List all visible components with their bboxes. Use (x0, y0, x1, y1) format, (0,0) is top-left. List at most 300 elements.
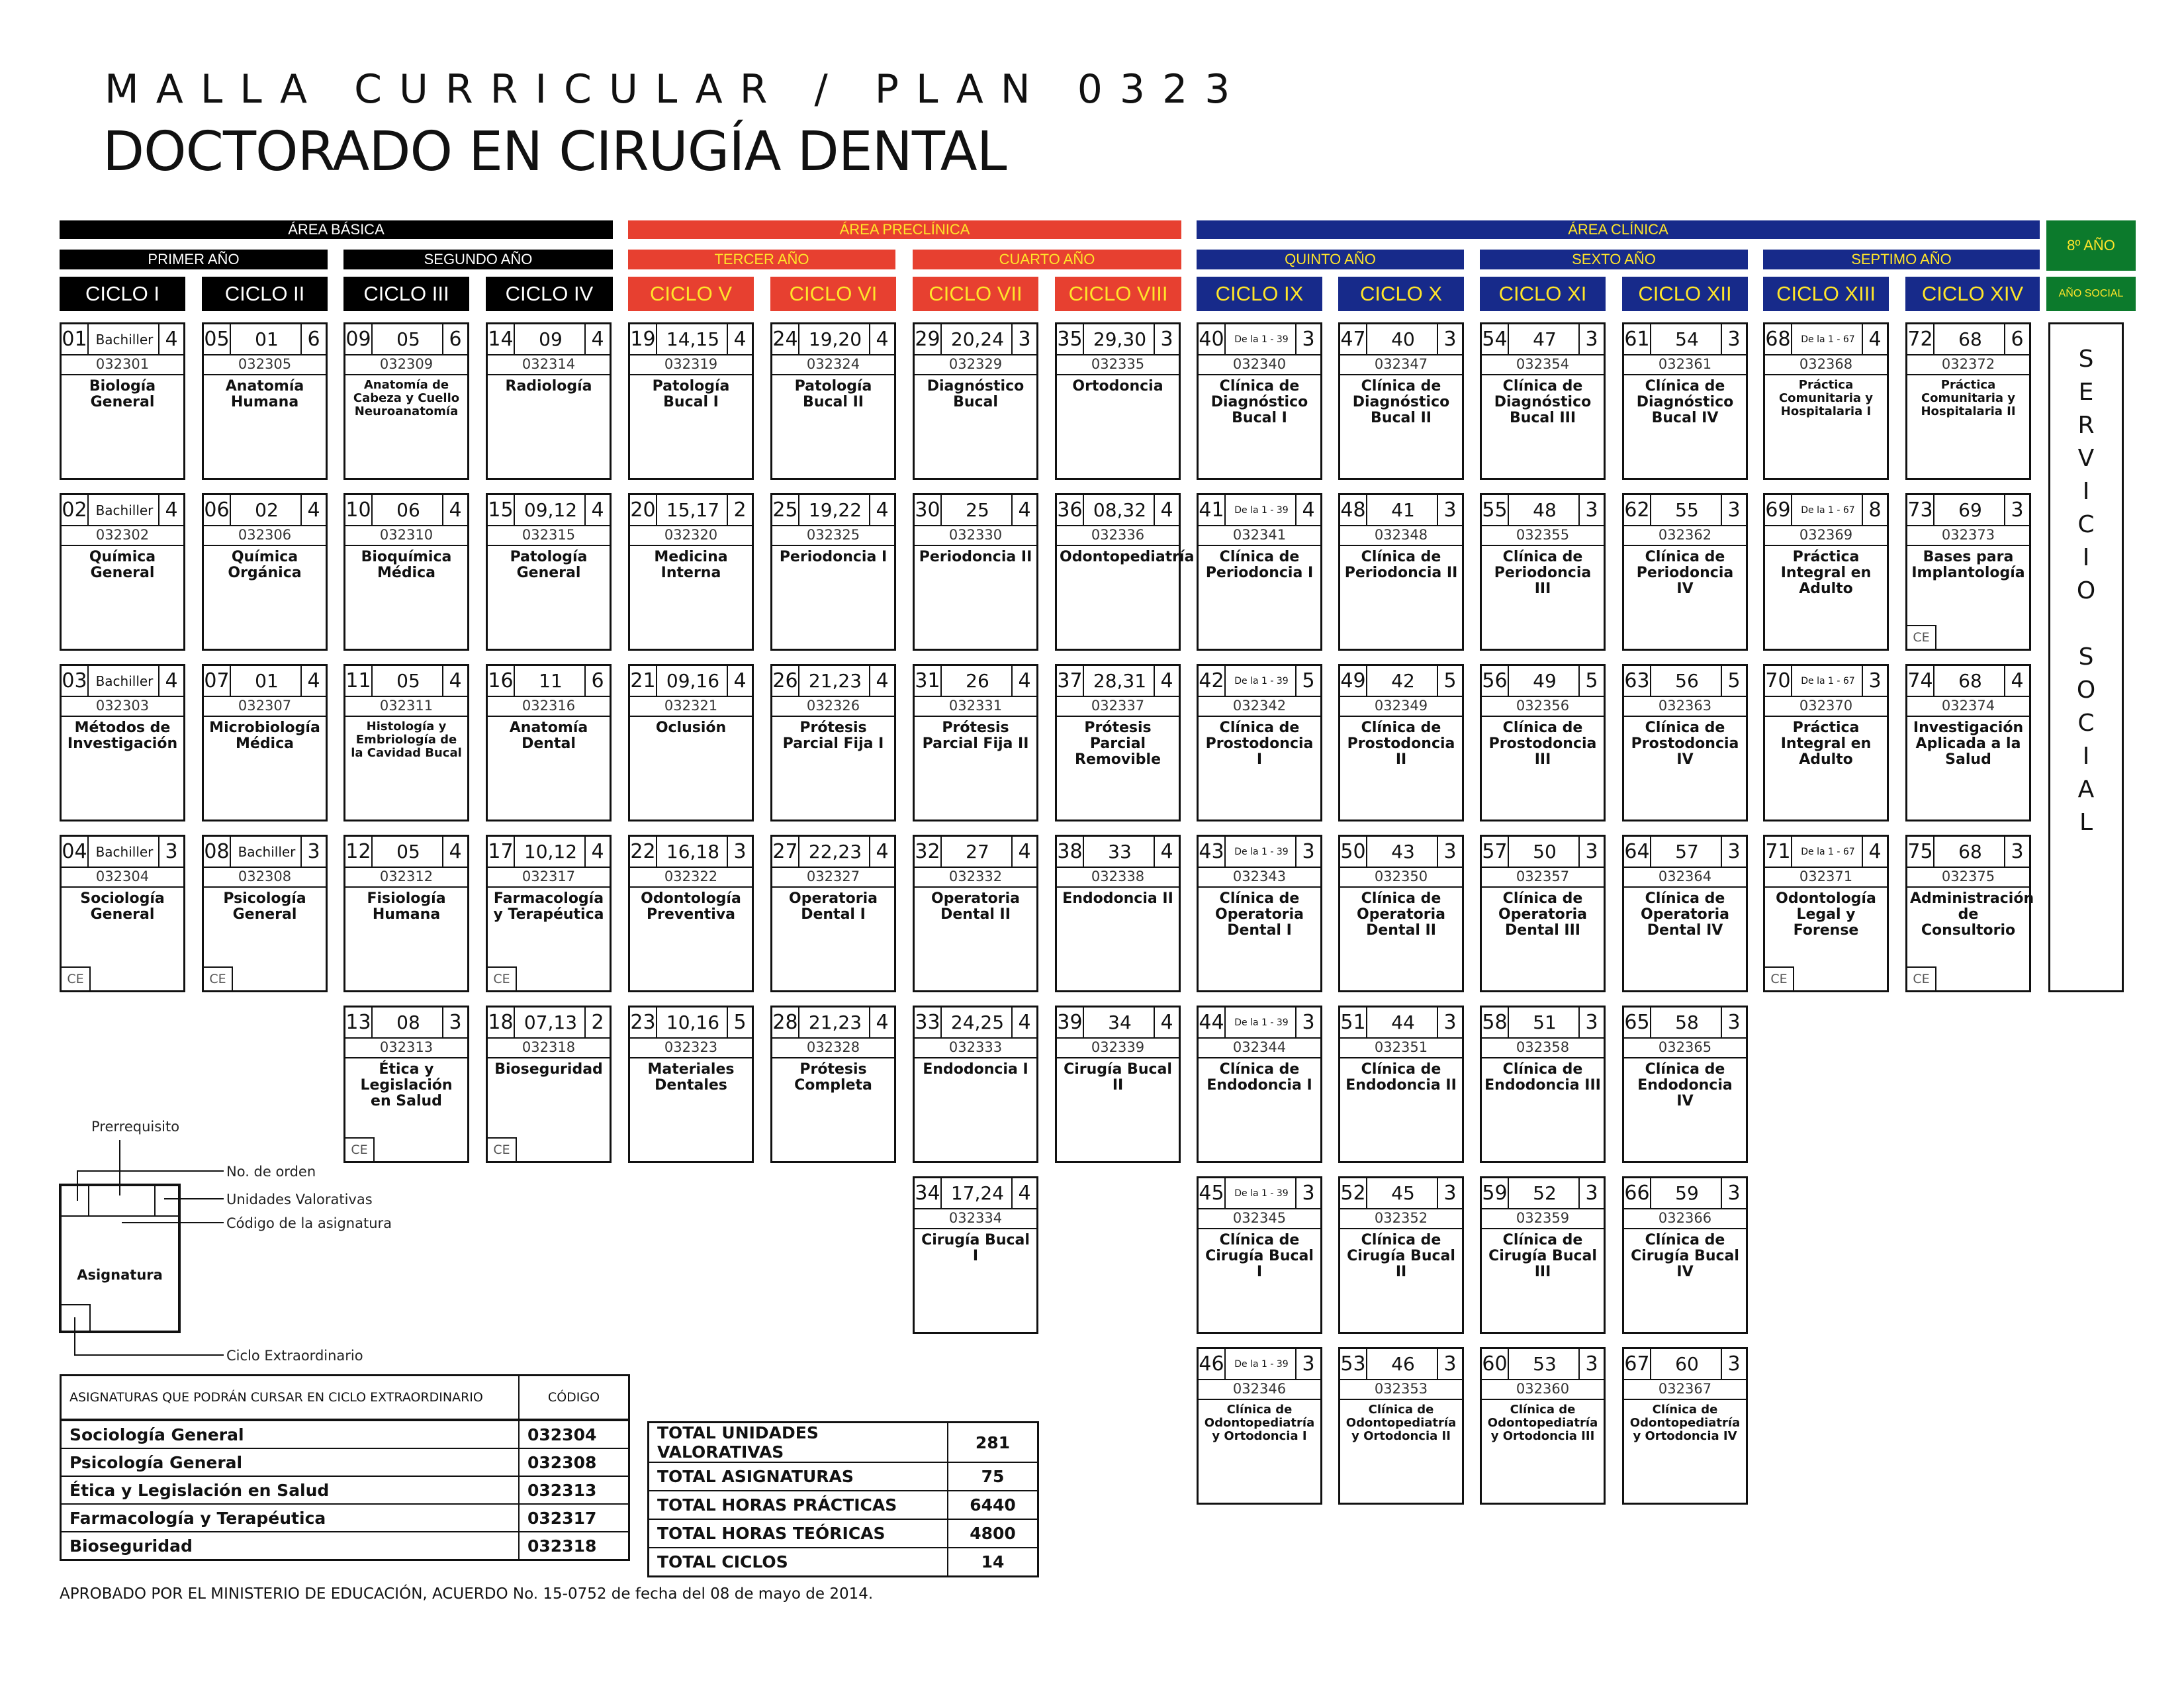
course-card (1055, 835, 1181, 992)
course-card (1480, 664, 1606, 821)
course-card (1622, 835, 1748, 992)
course-card (913, 493, 1038, 651)
course-units: 4 (869, 324, 894, 354)
course-code: 032341 (1199, 525, 1320, 546)
course-card (1622, 1176, 1748, 1334)
course-card (1480, 1006, 1606, 1163)
social-letter: O (2076, 577, 2096, 604)
course-units: 3 (1578, 324, 1604, 354)
course-prerequisite: 21,23 (808, 670, 862, 692)
course-units: 5 (1295, 666, 1320, 696)
course-card (1480, 1347, 1606, 1505)
course-card (1905, 322, 2031, 480)
course-code: 032350 (1340, 867, 1462, 888)
course-units: 3 (1721, 1178, 1746, 1208)
area-clinica: ÁREA CLÍNICA (1197, 220, 2040, 239)
course-order-number: 40 (1199, 324, 1226, 354)
course-units: 3 (1437, 1008, 1462, 1037)
course-units: 3 (1295, 837, 1320, 867)
course-code: 032366 (1624, 1208, 1746, 1229)
course-order-number: 47 (1340, 324, 1367, 354)
course-card (486, 835, 612, 992)
course-order-number: 61 (1624, 324, 1651, 354)
course-code: 032351 (1340, 1037, 1462, 1058)
course-order-number: 37 (1057, 666, 1084, 696)
course-name: Endodoncia I (923, 1061, 1028, 1078)
course-card (1622, 493, 1748, 651)
course-units: 8 (1862, 495, 1887, 525)
course-order-number: 56 (1482, 666, 1509, 696)
course-order-number: 55 (1482, 495, 1509, 525)
course-card (1338, 664, 1464, 821)
course-name: Práctica Integral en Adulto (1780, 720, 1872, 768)
course-card (1197, 322, 1322, 480)
course-units: 3 (1437, 1349, 1462, 1379)
course-card (770, 664, 896, 821)
course-card (1480, 1176, 1606, 1334)
course-name: Química General (89, 549, 156, 581)
course-card (1622, 1006, 1748, 1163)
course-code: 032302 (62, 525, 183, 546)
servicio-social-box (2048, 322, 2124, 992)
course-prerequisite: 58 (1675, 1011, 1699, 1033)
course-prerequisite: 53 (1533, 1353, 1557, 1375)
course-prerequisite: 49 (1533, 670, 1557, 692)
course-units: 3 (1721, 1008, 1746, 1037)
course-card (1338, 1176, 1464, 1334)
ce-badge: CE (488, 966, 517, 990)
table-row (61, 1420, 629, 1448)
course-order-number: 51 (1340, 1008, 1367, 1037)
course-order-number: 44 (1199, 1008, 1226, 1037)
cycle-8: CICLO VIII (1055, 277, 1181, 311)
course-units: 3 (1437, 324, 1462, 354)
course-order-number: 10 (345, 495, 373, 525)
course-code: 032332 (915, 867, 1036, 888)
course-prerequisite: 68 (1958, 328, 1982, 350)
course-code: 032324 (772, 354, 894, 375)
course-prerequisite: 25 (966, 499, 989, 521)
course-name: Bases para Implantología (1911, 549, 2025, 581)
course-prerequisite: 69 (1958, 499, 1982, 521)
course-order-number: 36 (1057, 495, 1084, 525)
course-prerequisite: 48 (1533, 499, 1557, 521)
course-prerequisite: 15,17 (666, 499, 720, 521)
course-code: 032311 (345, 696, 467, 717)
course-code: 032373 (1907, 525, 2029, 546)
course-card (1055, 493, 1195, 651)
ce-subject: Bioseguridad (61, 1532, 520, 1560)
course-prerequisite: 41 (1391, 499, 1415, 521)
course-prerequisite: 47 (1533, 328, 1557, 350)
course-card (486, 664, 612, 821)
course-card (628, 835, 754, 992)
course-prerequisite: De la 1 - 39 (1234, 675, 1289, 686)
course-prerequisite: 46 (1391, 1353, 1415, 1375)
course-code: 032313 (345, 1037, 467, 1058)
course-code: 032336 (1057, 525, 1179, 546)
course-prerequisite: 01 (255, 328, 279, 350)
course-name: Oclusión (655, 720, 727, 736)
program-title: DOCTORADO EN CIRUGÍA DENTAL (103, 120, 1007, 183)
course-card (1905, 835, 2034, 992)
course-name: Ética y Legislación en Salud (360, 1061, 453, 1109)
course-card (770, 322, 896, 480)
course-card (1622, 664, 1748, 821)
course-prerequisite: 55 (1675, 499, 1699, 521)
course-card (1480, 835, 1606, 992)
course-card (343, 1006, 469, 1163)
course-name: Clínica de Diagnóstico Bucal II (1352, 378, 1450, 426)
ce-table (60, 1374, 630, 1561)
course-order-number: 49 (1340, 666, 1367, 696)
course-name: Clínica de Endodoncia III (1484, 1061, 1601, 1094)
course-prerequisite: 45 (1391, 1182, 1415, 1204)
total-label: TOTAL HORAS TEÓRICAS (649, 1519, 948, 1548)
course-prerequisite: 34 (1108, 1011, 1132, 1033)
course-name: Diagnóstico Bucal (927, 378, 1024, 410)
course-code: 032353 (1340, 1379, 1462, 1400)
course-units: 3 (1295, 1178, 1320, 1208)
course-prerequisite: De la 1 - 39 (1234, 334, 1289, 345)
cycle-4: CICLO IV (486, 277, 613, 311)
course-prerequisite: 59 (1675, 1182, 1699, 1204)
course-prerequisite: 11 (539, 670, 563, 692)
course-name: Prótesis Parcial Fija I (782, 720, 884, 752)
cycle-5: CICLO V (628, 277, 754, 311)
course-prerequisite: Bachiller (95, 673, 154, 689)
course-card (1338, 1006, 1464, 1163)
course-units: 4 (1011, 1178, 1036, 1208)
course-name: Clínica de Prostodoncia I (1205, 720, 1314, 768)
course-card (343, 664, 469, 821)
course-units: 2 (584, 1008, 610, 1037)
social-letter: C (2077, 710, 2095, 737)
course-name: Práctica Comunitaria y Hospitalaria I (1778, 378, 1874, 418)
course-name: Bioquímica Médica (361, 549, 452, 581)
course-order-number: 16 (488, 666, 515, 696)
course-name: Biología General (89, 378, 156, 410)
course-units: 4 (869, 837, 894, 867)
course-order-number: 20 (630, 495, 657, 525)
course-units: 4 (442, 666, 467, 696)
course-order-number: 19 (630, 324, 657, 354)
course-prerequisite: De la 1 - 39 (1234, 1017, 1289, 1028)
course-order-number: 24 (772, 324, 799, 354)
course-order-number: 65 (1624, 1008, 1651, 1037)
legend-unidades: Unidades Valorativas (226, 1192, 373, 1207)
course-code: 032358 (1482, 1037, 1604, 1058)
course-order-number: 08 (204, 837, 231, 867)
course-card (1480, 493, 1606, 651)
course-units: 4 (1862, 837, 1887, 867)
ce-code: 032318 (519, 1532, 629, 1560)
course-units: 5 (1721, 666, 1746, 696)
course-units: 3 (1721, 495, 1746, 525)
course-order-number: 63 (1624, 666, 1651, 696)
course-units: 5 (1578, 666, 1604, 696)
course-name: Administración de Consultorio (1910, 890, 2034, 939)
course-card (1763, 664, 1889, 821)
social-letter: I (2082, 544, 2090, 571)
course-units: 4 (442, 495, 467, 525)
course-units: 3 (2004, 837, 2029, 867)
total-value: 281 (948, 1423, 1038, 1463)
course-code: 032363 (1624, 696, 1746, 717)
course-code: 032329 (915, 354, 1036, 375)
course-code: 032337 (1057, 696, 1179, 717)
course-name: Ortodoncia (1072, 378, 1163, 395)
course-order-number: 50 (1340, 837, 1367, 867)
course-units: 3 (1437, 1178, 1462, 1208)
course-order-number: 39 (1057, 1008, 1084, 1037)
course-card (486, 493, 612, 651)
plan-title: MALLA CURRICULAR / PLAN 0323 (105, 66, 1248, 113)
course-code: 032352 (1340, 1208, 1462, 1229)
course-order-number: 42 (1199, 666, 1226, 696)
course-order-number: 03 (62, 666, 89, 696)
course-order-number: 53 (1340, 1349, 1367, 1379)
course-prerequisite: 09,16 (666, 670, 720, 692)
course-prerequisite: 40 (1391, 328, 1415, 350)
course-order-number: 27 (772, 837, 799, 867)
course-card (343, 322, 469, 480)
course-order-number: 70 (1765, 666, 1792, 696)
course-name: Clínica de Endodoncia I (1206, 1061, 1312, 1094)
course-code: 032315 (488, 525, 610, 546)
total-value: 4800 (948, 1519, 1038, 1548)
cycle-6: CICLO VI (770, 277, 896, 311)
course-order-number: 67 (1624, 1349, 1651, 1379)
course-order-number: 45 (1199, 1178, 1226, 1208)
course-order-number: 54 (1482, 324, 1509, 354)
course-code: 032361 (1624, 354, 1746, 375)
cycle-13: CICLO XIII (1763, 277, 1889, 311)
course-code: 032330 (915, 525, 1036, 546)
course-card (1763, 835, 1889, 992)
legend-card (59, 1184, 181, 1333)
course-code: 032318 (488, 1037, 610, 1058)
course-name: Patología General (510, 549, 588, 581)
table-row (649, 1519, 1038, 1548)
year-7: SEPTIMO AÑO (1763, 250, 2040, 269)
area-basica: ÁREA BÁSICA (60, 220, 613, 239)
ce-table-header-subject: ASIGNATURAS QUE PODRÁN CURSAR EN CICLO EXTRAORDINARIO (61, 1376, 520, 1421)
ce-badge: CE (1907, 625, 1936, 649)
year-2: SEGUNDO AÑO (343, 250, 613, 269)
course-units: 4 (1011, 1008, 1036, 1037)
course-code: 032303 (62, 696, 183, 717)
course-units: 4 (158, 324, 183, 354)
total-value: 14 (948, 1548, 1038, 1577)
ce-table-header-code: CÓDIGO (519, 1376, 629, 1421)
course-code: 032310 (345, 525, 467, 546)
course-code: 032306 (204, 525, 326, 546)
course-card (486, 1006, 612, 1163)
course-code: 032322 (630, 867, 752, 888)
course-units: 4 (1154, 1008, 1179, 1037)
course-card (1338, 322, 1464, 480)
course-code: 032327 (772, 867, 894, 888)
course-card (1480, 322, 1606, 480)
course-name: Bioseguridad (494, 1061, 603, 1078)
course-name: Operatoria Dental II (931, 890, 1020, 923)
course-prerequisite: De la 1 - 39 (1234, 504, 1289, 516)
course-units: 4 (1011, 495, 1036, 525)
course-name: Clínica de Cirugía Bucal III (1488, 1232, 1597, 1280)
course-card (770, 493, 896, 651)
course-prerequisite: 22,23 (808, 841, 862, 863)
course-code: 032368 (1765, 354, 1887, 375)
course-order-number: 25 (772, 495, 799, 525)
course-units: 2 (727, 495, 752, 525)
course-name: Clínica de Operatoria Dental IV (1641, 890, 1729, 939)
course-prerequisite: 56 (1675, 670, 1699, 692)
course-code: 032360 (1482, 1379, 1604, 1400)
course-prerequisite: 10,12 (523, 841, 578, 863)
course-code: 032320 (630, 525, 752, 546)
course-prerequisite: 26 (966, 670, 989, 692)
course-order-number: 69 (1765, 495, 1792, 525)
course-order-number: 48 (1340, 495, 1367, 525)
course-code: 032305 (204, 354, 326, 375)
ce-badge: CE (62, 966, 91, 990)
course-units: 4 (300, 666, 326, 696)
course-code: 032307 (204, 696, 326, 717)
course-card (1197, 835, 1322, 992)
course-name: Odontología Preventiva (641, 890, 741, 923)
course-code: 032316 (488, 696, 610, 717)
course-units: 6 (300, 324, 326, 354)
course-units: 3 (1295, 1008, 1320, 1037)
course-units: 4 (584, 495, 610, 525)
course-code: 032312 (345, 867, 467, 888)
legend-codigo: Código de la asignatura (226, 1215, 392, 1231)
course-card (60, 493, 185, 651)
course-card (770, 1006, 896, 1163)
course-code: 032345 (1199, 1208, 1320, 1229)
course-order-number: 23 (630, 1008, 657, 1037)
course-order-number: 34 (915, 1178, 942, 1208)
totals-table (647, 1421, 1039, 1577)
course-prerequisite: De la 1 - 67 (1801, 334, 1855, 345)
course-units: 4 (869, 666, 894, 696)
course-order-number: 72 (1907, 324, 1934, 354)
course-order-number: 30 (915, 495, 942, 525)
social-letter: I (2082, 478, 2090, 505)
area-octavo: 8º AÑO (2046, 220, 2136, 271)
course-units: 4 (584, 324, 610, 354)
course-units: 5 (727, 1008, 752, 1037)
course-prerequisite: 19,20 (808, 328, 862, 350)
area-preclinica: ÁREA PRECLÍNICA (628, 220, 1181, 239)
course-units: 6 (442, 324, 467, 354)
course-units: 4 (727, 666, 752, 696)
course-code: 032359 (1482, 1208, 1604, 1229)
course-units: 3 (1862, 666, 1887, 696)
course-order-number: 41 (1199, 495, 1226, 525)
table-row (649, 1491, 1038, 1519)
course-name: Anatomía Humana (225, 378, 304, 410)
course-name: Prótesis Parcial Removible (1075, 720, 1161, 768)
social-letter: V (2077, 445, 2095, 472)
course-prerequisite: 01 (255, 670, 279, 692)
table-row (649, 1548, 1038, 1577)
course-order-number: 21 (630, 666, 657, 696)
course-name: Clínica de Endodoncia II (1345, 1061, 1457, 1094)
course-code: 032354 (1482, 354, 1604, 375)
course-name: Cirugía Bucal I (921, 1232, 1030, 1264)
course-order-number: 35 (1057, 324, 1084, 354)
course-card (913, 1006, 1038, 1163)
course-units: 4 (1862, 324, 1887, 354)
social-letter: R (2077, 412, 2095, 439)
course-card (913, 322, 1038, 480)
course-units: 4 (1154, 666, 1179, 696)
course-card (628, 1006, 754, 1163)
course-units: 3 (300, 837, 326, 867)
course-code: 032326 (772, 696, 894, 717)
course-prerequisite: 05 (396, 328, 420, 350)
course-prerequisite: 29,30 (1093, 328, 1147, 350)
course-prerequisite: 68 (1958, 841, 1982, 863)
course-name: Cirugía Bucal II (1064, 1061, 1172, 1094)
course-code: 032339 (1057, 1037, 1179, 1058)
course-name: Fisiología Humana (367, 890, 446, 923)
course-card (628, 322, 754, 480)
course-code: 032340 (1199, 354, 1320, 375)
cycle-1: CICLO I (60, 277, 185, 311)
course-name: Periodoncia I (779, 549, 887, 565)
course-order-number: 11 (345, 666, 373, 696)
course-units: 4 (300, 495, 326, 525)
course-name: Clínica de Operatoria Dental II (1357, 890, 1445, 939)
total-label: TOTAL UNIDADES VALORATIVAS (649, 1423, 948, 1463)
course-prerequisite: Bachiller (238, 843, 296, 860)
course-order-number: 59 (1482, 1178, 1509, 1208)
course-name: Farmacología y Terapéutica (493, 890, 604, 923)
cycle-10: CICLO X (1338, 277, 1464, 311)
course-card (60, 835, 185, 992)
course-units: 4 (1011, 666, 1036, 696)
course-card (1622, 322, 1748, 480)
course-order-number: 01 (62, 324, 89, 354)
course-units: 3 (1437, 495, 1462, 525)
course-order-number: 17 (488, 837, 515, 867)
course-order-number: 07 (204, 666, 231, 696)
course-code: 032346 (1199, 1379, 1320, 1400)
course-card (202, 664, 328, 821)
course-name: Patología Bucal II (794, 378, 872, 410)
course-name: Clínica de Diagnóstico Bucal I (1210, 378, 1308, 426)
ce-badge: CE (1907, 966, 1936, 990)
course-name: Operatoria Dental I (789, 890, 878, 923)
legend-ciclo-extra: Ciclo Extraordinario (226, 1348, 363, 1364)
course-name: Clínica de Diagnóstico Bucal IV (1636, 378, 1734, 426)
course-units: 3 (1154, 324, 1179, 354)
social-letter: S (2078, 643, 2094, 671)
course-order-number: 18 (488, 1008, 515, 1037)
course-order-number: 73 (1907, 495, 1934, 525)
course-card (343, 493, 469, 651)
course-name: Clínica de Odontopediatría y Ortodoncia II (1345, 1403, 1457, 1443)
course-prerequisite: Bachiller (95, 843, 154, 860)
course-prerequisite: De la 1 - 39 (1234, 1188, 1289, 1199)
course-card (1622, 1347, 1748, 1505)
course-name: Clínica de Odontopediatría y Ortodoncia III (1487, 1403, 1598, 1443)
course-card (913, 835, 1038, 992)
course-code: 032314 (488, 354, 610, 375)
